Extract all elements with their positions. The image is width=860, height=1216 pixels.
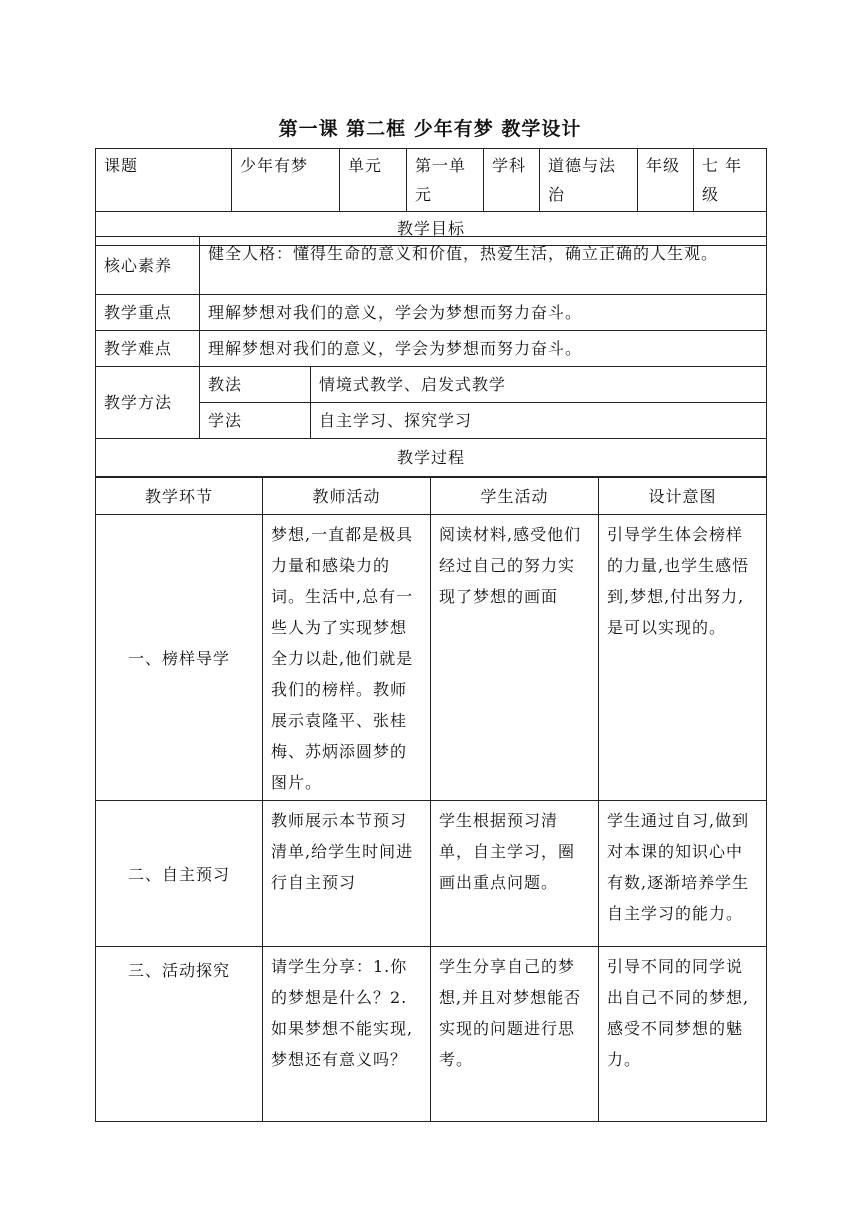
goals-table [95,236,767,477]
table-row [96,515,767,801]
table-row [96,801,767,947]
key-value: 理解梦想对我们的意义，学会为梦想而努力奋斗。 [200,295,767,331]
key-label: 教学重点 [96,295,200,331]
method-label: 教学方法 [96,367,200,439]
stage-cell: 二、自主预习 [96,801,263,947]
difficult-label: 教学难点 [96,331,200,367]
stage-cell: 一、榜样导学 [96,515,263,801]
student-activity-cell: 学生根据预习清单，自主学习，圈画出重点问题。 [431,801,599,947]
process-table [95,477,767,1122]
design-intent-cell: 引导学生体会榜样的力量,也学生感悟到,梦想,付出努力,是可以实现的。 [599,515,767,801]
topic-label: 课题 [96,149,232,212]
table-row [96,947,767,1122]
learn-method-label: 学法 [200,403,311,439]
student-activity-cell: 学生分享自己的梦想,并且对梦想能否实现的问题进行思考。 [431,947,599,1122]
teacher-activity-cell: 教师展示本节预习清单,给学生时间进行自主预习 [263,801,431,947]
goals-header: 教学目标 [96,212,767,246]
grade-label: 年级 [638,149,694,212]
teacher-activity-cell: 请学生分享：1.你的梦想是什么？2.如果梦想不能实现,梦想还有意义吗？ [263,947,431,1122]
core-label: 核心素养 [96,237,200,295]
difficult-value: 理解梦想对我们的意义，学会为梦想而努力奋斗。 [200,331,767,367]
grade-value: 七 年级 [694,149,767,212]
subject-value: 道德与法治 [540,149,638,212]
subject-label: 学科 [484,149,540,212]
design-intent-cell: 学生通过自习,做到对本课的知识心中有数,逐渐培养学生自主学习的能力。 [599,801,767,947]
page-title: 第一课 第二框 少年有梦 教学设计 [278,118,582,140]
unit-label: 单元 [340,149,407,212]
column-header: 设计意图 [599,478,767,515]
design-intent-cell: 引导不同的同学说出自己不同的梦想,感受不同梦想的魅力。 [599,947,767,1122]
teach-method-value: 情境式教学、启发式教学 [311,367,767,403]
stage-cell: 三、活动探究 [96,947,263,1122]
teacher-activity-cell: 梦想,一直都是极具力量和感染力的词。生活中,总有一些人为了实现梦想全力以赴,他们就是我们的榜样。教师展示袁隆平、张桂梅、苏炳添圆梦的图片。 [263,515,431,801]
column-header: 教师活动 [263,478,431,515]
unit-value: 第一单元 [407,149,484,212]
column-header: 学生活动 [431,478,599,515]
column-header: 教学环节 [96,478,263,515]
process-header: 教学过程 [96,439,767,477]
learn-method-value: 自主学习、探究学习 [311,403,767,439]
teach-method-label: 教法 [200,367,311,403]
core-value: 健全人格：懂得生命的意义和价值，热爱生活，确立正确的人生观。 [200,237,767,295]
lesson-info-table [95,148,767,246]
student-activity-cell: 阅读材料,感受他们经过自己的努力实现了梦想的画面 [431,515,599,801]
topic-value: 少年有梦 [232,149,340,212]
